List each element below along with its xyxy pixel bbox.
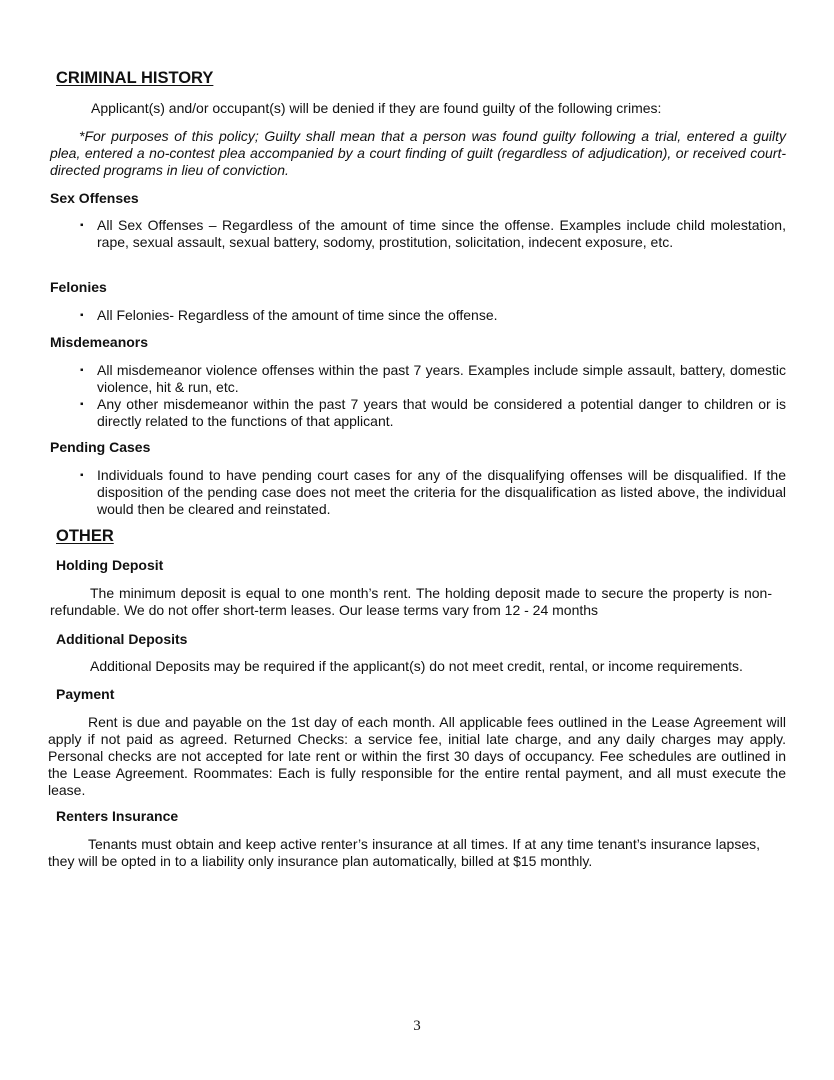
renters-insurance-text: Tenants must obtain and keep active renter’s insurance at all times. If at any time tenant’s insurance lapses, they will be opted in to a liability only insurance plan automatically, billed at $15 monthly. bbox=[48, 836, 760, 869]
holding-deposit-heading: Holding Deposit bbox=[56, 557, 164, 573]
additional-deposits-text: Additional Deposits may be required if the applicant(s) do not meet credit, rental, or income requirements. bbox=[90, 658, 743, 674]
felonies-heading: Felonies bbox=[50, 279, 107, 295]
holding-deposit-text: The minimum deposit is equal to one month’s rent. The holding deposit made to secure the property is non- refundable. We do not offer short-term leases. Our lease terms vary from 12 - 24 months bbox=[50, 585, 772, 618]
list-item: ▪ All Felonies- Regardless of the amount of time since the offense. bbox=[80, 307, 498, 323]
list-item: ▪ All misdemeanor violence offenses within the past 7 years. Examples include simple assault, battery, domestic violence, hit & run, etc. bbox=[80, 362, 786, 395]
other-title: OTHER bbox=[56, 527, 114, 545]
payment-heading: Payment bbox=[56, 686, 115, 702]
sex-offenses-heading: Sex Offenses bbox=[50, 190, 139, 206]
misdemeanors-heading: Misdemeanors bbox=[50, 334, 149, 350]
criminal-intro: Applicant(s) and/or occupant(s) will be denied if they are found guilty of the following crimes: bbox=[91, 100, 662, 116]
payment-text: Rent is due and payable on the 1st day of each month. All applicable fees outlined in the Lease Agreement will apply if not paid as agreed. Returned Checks: a service fee, initial late charge, and any daily charges may apply. Personal checks are not accepted for late rent or within the first 30 days of occupancy. Fee schedules are outlined in the Lease Agreement. Roommates: Each is fully responsible for the entire rental payment, and all must execute the lease. bbox=[48, 714, 786, 798]
felonies-list bbox=[80, 307, 786, 324]
sex-offenses-list bbox=[80, 217, 786, 251]
pending-cases-list bbox=[80, 467, 786, 518]
list-item: ▪ Any other misdemeanor within the past 7 years that would be considered a potential danger to children or is directly related to the functions of that applicant. bbox=[80, 396, 786, 429]
misdemeanors-list bbox=[80, 362, 786, 430]
page-number: 3 bbox=[413, 1018, 421, 1034]
additional-deposits-heading: Additional Deposits bbox=[56, 631, 188, 647]
renters-insurance-heading: Renters Insurance bbox=[56, 808, 179, 824]
guilty-definition: *For purposes of this policy; Guilty shall mean that a person was found guilty following a trial, entered a guilty plea, entered a no-contest plea accompanied by a court finding of guilt (regardless of adjudication), or received court-directed programs in lieu of conviction. bbox=[50, 128, 786, 178]
list-item: ▪ Individuals found to have pending court cases for any of the disqualifying offenses will be disqualified. If the disposition of the pending case does not meet the criteria for the disqualification as listed above, the individual would then be cleared and reinstated. bbox=[80, 467, 786, 517]
criminal-history-title: CRIMINAL HISTORY bbox=[56, 69, 214, 87]
pending-cases-heading: Pending Cases bbox=[50, 439, 151, 455]
list-item: ▪ All Sex Offenses – Regardless of the amount of time since the offense. Examples include child molestation, rape, sexual assault, sexual battery, sodomy, prostitution, solicitation, indecent exposure, etc. bbox=[80, 217, 786, 250]
